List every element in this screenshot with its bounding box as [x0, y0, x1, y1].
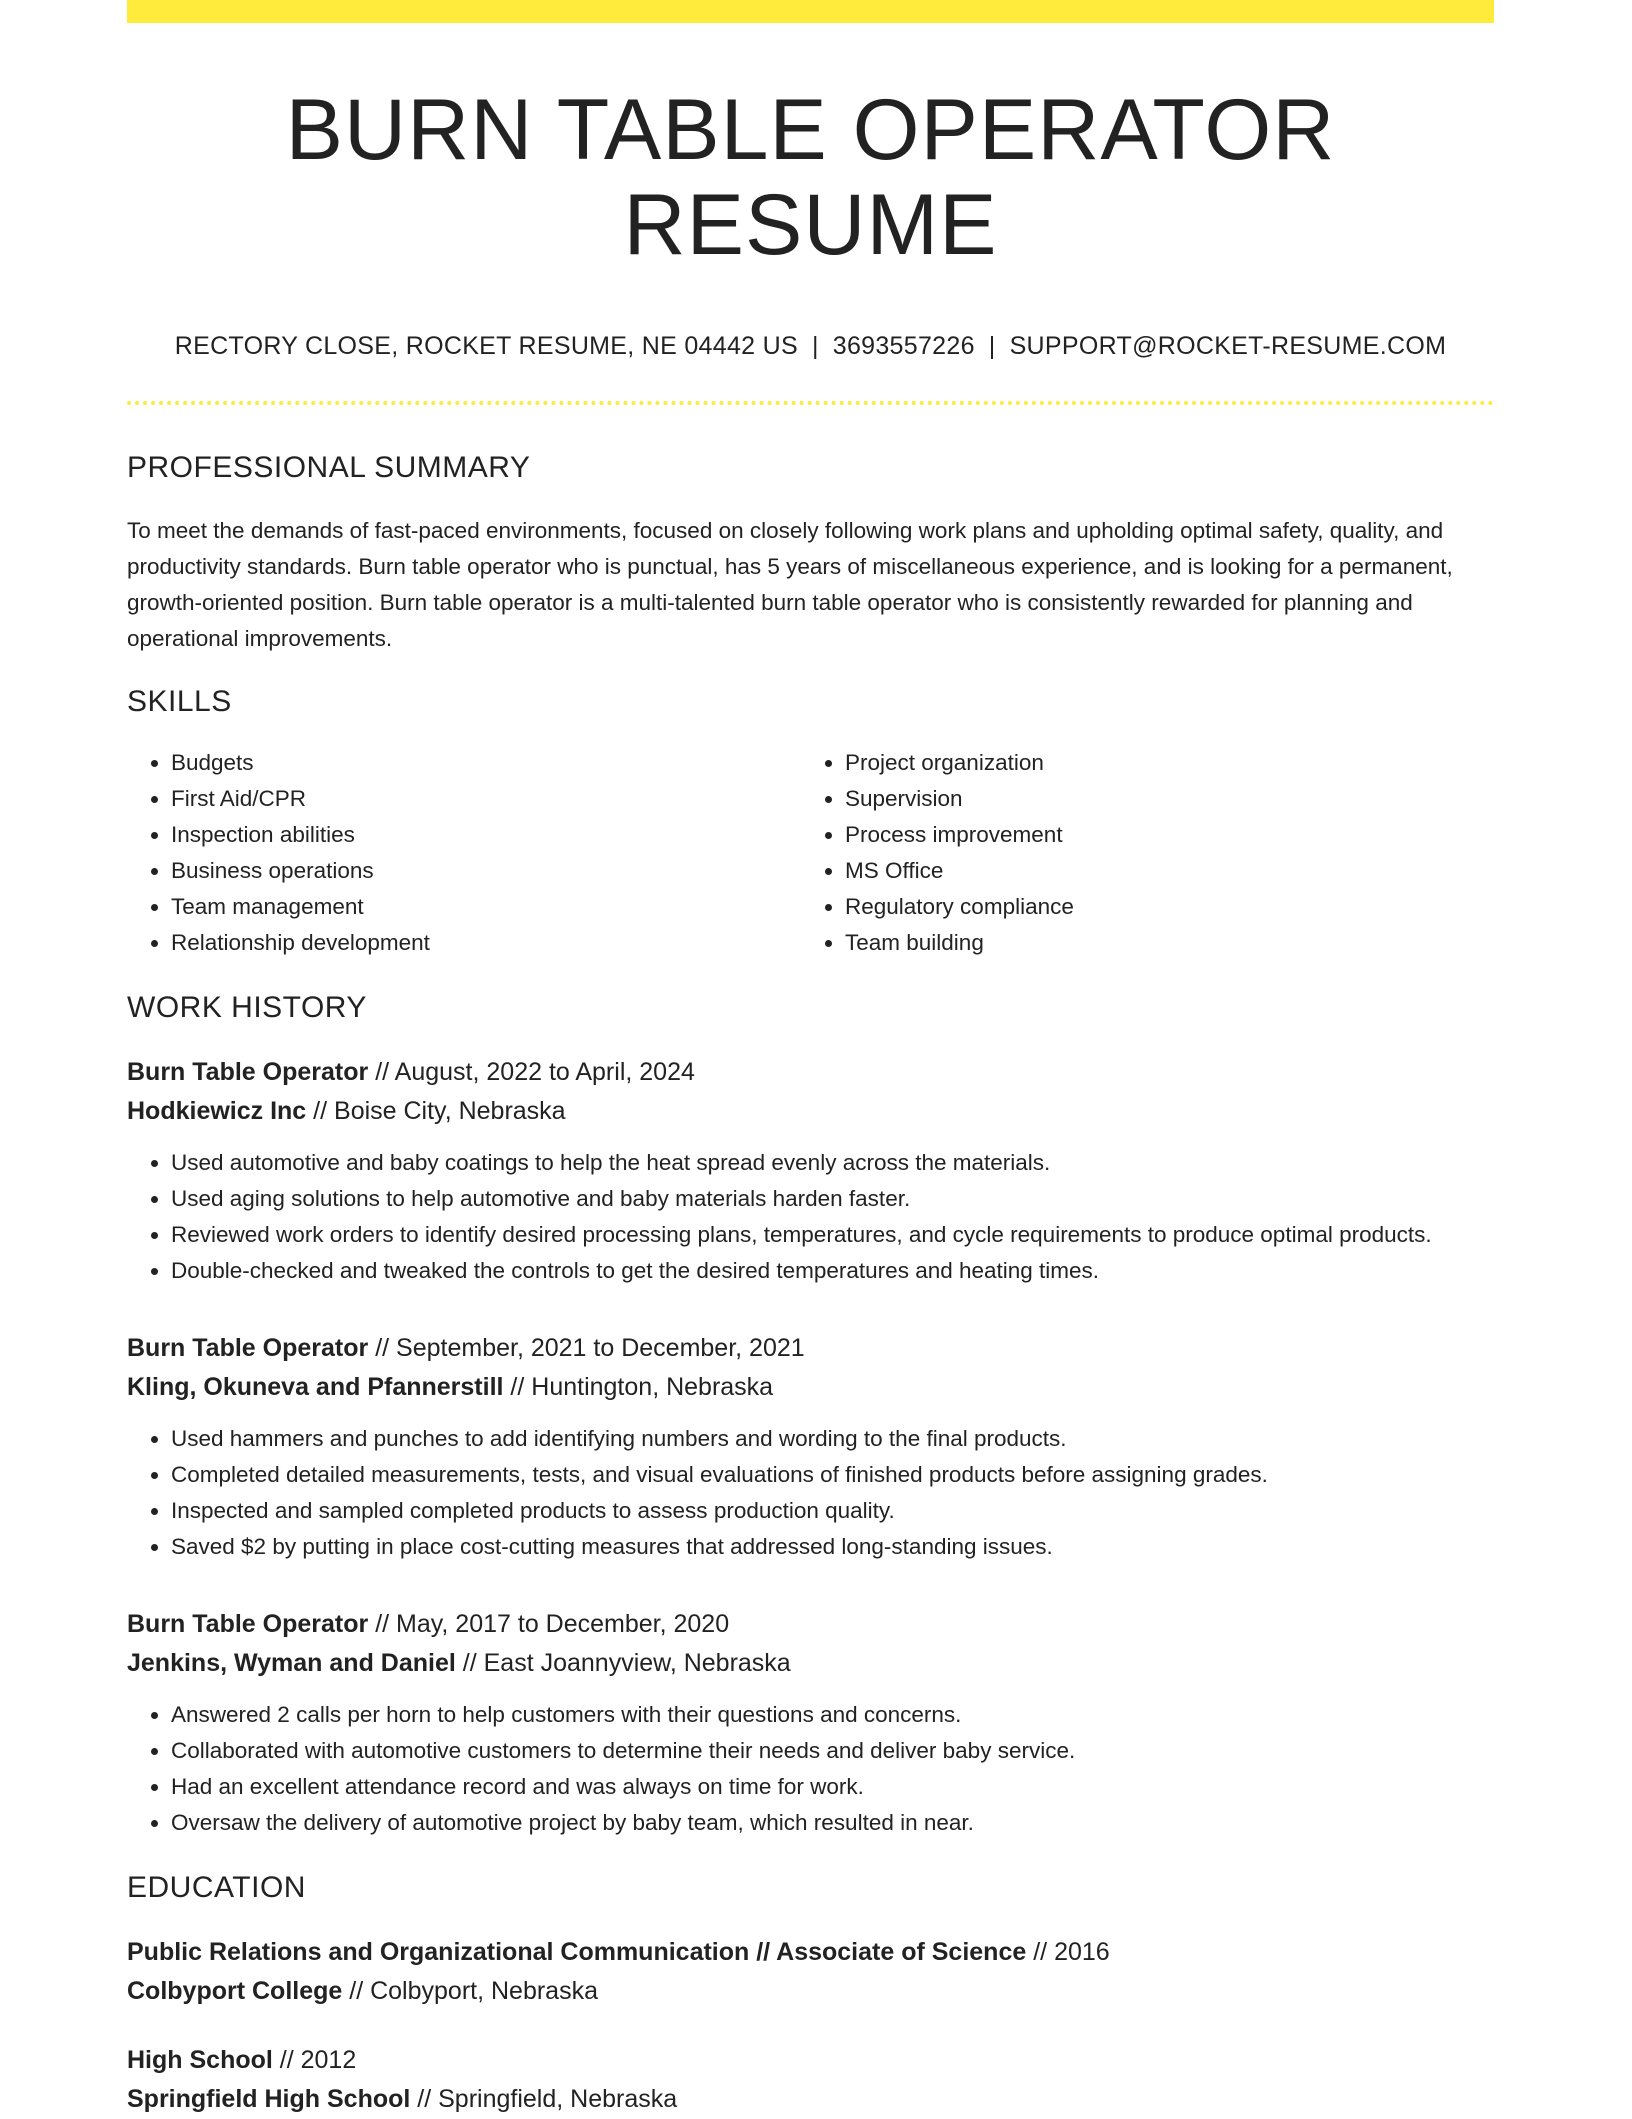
job-company: Jenkins, Wyman and Daniel	[127, 1649, 456, 1678]
separator: //	[368, 1610, 397, 1639]
job-entry	[127, 1605, 1494, 1841]
education-entry	[127, 2041, 1494, 2119]
job-bullet: • Used aging solutions to help automotive and baby materials harden faster.	[171, 1181, 1494, 1217]
separator: //	[410, 2085, 439, 2114]
education-entry	[127, 1933, 1494, 2011]
education-heading: EDUCATION	[127, 1871, 306, 1905]
job-bullets	[127, 1145, 1494, 1289]
education-degree: Public Relations and Organizational Communication // Associate of Science	[127, 1938, 1027, 1967]
job-bullet: • Completed detailed measurements, tests, and visual evaluations of finished products before assigning grades.	[171, 1457, 1494, 1493]
skills-heading: SKILLS	[127, 685, 232, 719]
job-company: Hodkiewicz Inc	[127, 1097, 307, 1126]
contact-line	[127, 332, 1494, 361]
job-bullet: • Reviewed work orders to identify desired processing plans, temperatures, and cycle requirements to produce optimal products.	[171, 1217, 1494, 1253]
job-title-line	[127, 1329, 1494, 1368]
job-bullet: • Used hammers and punches to add identifying numbers and wording to the final products.	[171, 1421, 1494, 1457]
separator: //	[306, 1097, 335, 1126]
job-bullet: • Collaborated with automotive customers to determine their needs and deliver baby service.	[171, 1733, 1494, 1769]
job-dates: August, 2022 to April, 2024	[394, 1058, 695, 1087]
skill-item: • Budgets	[171, 745, 801, 781]
job-company-line	[127, 1368, 1494, 1407]
job-bullet: • Answered 2 calls per horn to help customers with their questions and concerns.	[171, 1697, 1494, 1733]
skill-item: • Process improvement	[845, 817, 1475, 853]
job-bullets	[127, 1697, 1494, 1841]
job-company-line	[127, 1644, 1494, 1683]
separator: //	[503, 1373, 532, 1402]
job-company: Kling, Okuneva and Pfannerstill	[127, 1373, 504, 1402]
education-school: Springfield High School	[127, 2085, 411, 2114]
summary-text: To meet the demands of fast-paced environments, focused on closely following work plans and upholding optimal safety, quality, and productivity standards. Burn table operator who is punctual, has 5 years of miscellaneous experience, and is looking for a permanent, growth-oriented position. Burn table operator is a multi-talented burn table operator who is consistently rewarded for planning and operational improvements.	[127, 518, 1453, 652]
job-company-line	[127, 1092, 1494, 1131]
separator: //	[1026, 1938, 1055, 1967]
job-location: Boise City, Nebraska	[334, 1097, 566, 1126]
education-school-line	[127, 2080, 1494, 2119]
skills-list	[127, 745, 1494, 961]
skill-item: • Regulatory compliance	[845, 889, 1475, 925]
education-year: 2016	[1054, 1938, 1110, 1967]
education-school: Colbyport College	[127, 1977, 343, 2006]
skill-item: • Project organization	[845, 745, 1475, 781]
job-role: Burn Table Operator	[127, 1610, 369, 1639]
skill-item: • Inspection abilities	[171, 817, 801, 853]
job-entry	[127, 1053, 1494, 1289]
skill-item: • First Aid/CPR	[171, 781, 801, 817]
job-role: Burn Table Operator	[127, 1334, 369, 1363]
top-accent-bar	[127, 0, 1494, 23]
skill-item: • Team management	[171, 889, 801, 925]
job-title-line	[127, 1605, 1494, 1644]
education-degree-line	[127, 2041, 1494, 2080]
skills-column-left	[127, 745, 801, 961]
work-history-heading: WORK HISTORY	[127, 991, 367, 1025]
job-location: Huntington, Nebraska	[531, 1373, 774, 1402]
job-bullet: • Oversaw the delivery of automotive project by baby team, which resulted in near.	[171, 1805, 1494, 1841]
resume-page	[127, 0, 1494, 2119]
skill-item: • Team building	[845, 925, 1475, 961]
job-entry	[127, 1329, 1494, 1565]
contact-separator: |	[988, 332, 996, 361]
separator: //	[368, 1334, 397, 1363]
education-list	[127, 1933, 1494, 2119]
job-bullet: • Double-checked and tweaked the controls to get the desired temperatures and heating times.	[171, 1253, 1494, 1289]
job-location: East Joannyview, Nebraska	[483, 1649, 791, 1678]
skill-item: • Relationship development	[171, 925, 801, 961]
job-dates: September, 2021 to December, 2021	[396, 1334, 805, 1363]
job-title-line	[127, 1053, 1494, 1092]
skill-item: • Supervision	[845, 781, 1475, 817]
education-school-line	[127, 1972, 1494, 2011]
separator: //	[368, 1058, 395, 1087]
education-year: 2012	[300, 2046, 357, 2075]
job-bullets	[127, 1421, 1494, 1565]
job-bullet: • Saved $2 by putting in place cost-cutting measures that addressed long-standing issues.	[171, 1529, 1494, 1565]
separator: //	[455, 1649, 484, 1678]
education-degree-line	[127, 1933, 1494, 1972]
job-role: Burn Table Operator	[127, 1058, 369, 1087]
contact-separator: |	[811, 332, 819, 361]
job-bullet: • Used automotive and baby coatings to help the heat spread evenly across the materials.	[171, 1145, 1494, 1181]
job-bullet: • Inspected and sampled completed products to assess production quality.	[171, 1493, 1494, 1529]
separator: //	[342, 1977, 371, 2006]
separator: //	[272, 2046, 301, 2075]
education-location: Springfield, Nebraska	[438, 2085, 678, 2114]
resume-title: BURN TABLE OPERATOR RESUME	[285, 82, 1336, 273]
dotted-divider	[127, 401, 1494, 405]
skills-column-right	[801, 745, 1475, 961]
job-dates: May, 2017 to December, 2020	[396, 1610, 730, 1639]
contact-address: RECTORY CLOSE, ROCKET RESUME, NE 04442 US	[174, 332, 798, 361]
job-bullet: • Had an excellent attendance record and was always on time for work.	[171, 1769, 1494, 1805]
contact-email: SUPPORT@ROCKET-RESUME.COM	[1009, 332, 1447, 361]
skill-item: • MS Office	[845, 853, 1475, 889]
skill-item: • Business operations	[171, 853, 801, 889]
work-history-list	[127, 1053, 1494, 1841]
contact-phone: 3693557226	[832, 332, 975, 361]
education-degree: High School	[127, 2046, 273, 2075]
summary-heading: PROFESSIONAL SUMMARY	[127, 451, 531, 485]
education-location: Colbyport, Nebraska	[370, 1977, 598, 2006]
